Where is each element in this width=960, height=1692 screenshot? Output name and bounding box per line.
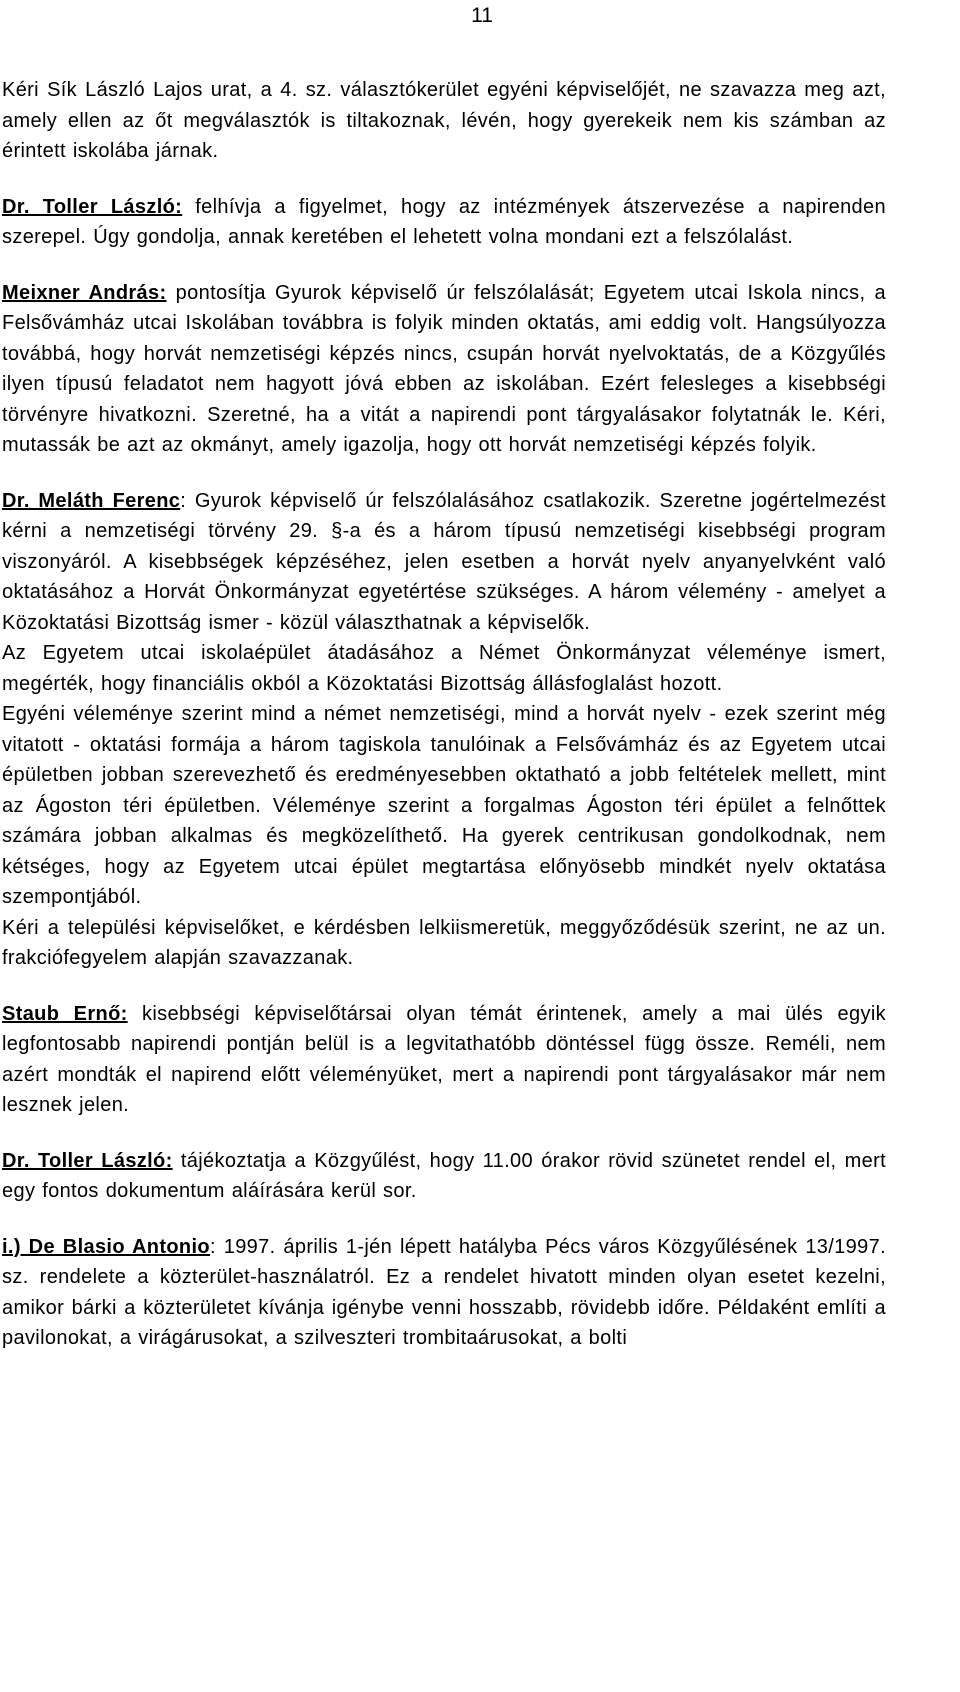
paragraph-text: kisebbségi képviselőtársai olyan témát érintenek, amely a mai ülés egyik legfontosabb napirendi pontján belül is a legvitathatóbb döntéssel függ össze. Reméli, nem azért mondták el napirend előtt véleményüket, mert a napirendi pont tárgyalásakor már nem lesznek jelen. (2, 1002, 886, 1116)
paragraph-text: Gyurok képviselő úr felszólalásához csatlakozik. Szeretne jogértelmezést kérni a nemzetiségi törvény 29. §-a és a három típusú nemzetiségi kisebbségi program viszonyáról. A kisebbségek képzéséhez, jelen esetben a horvát nyelv anyanyelvként való oktatásához a Horvát Önkormányzat egyetértése szükséges. A három vélemény - amelyet a Közoktatási Bizottság ismer - közül választhatnak a képviselők. (2, 489, 886, 634)
speaker-name: Dr. Toller László: (2, 1149, 173, 1172)
speaker-separator: : (209, 1235, 224, 1258)
paragraph-text: 1997. április 1-jén lépett hatályba Pécs város Közgyűlésének 13/1997. sz. rendelete a közterület-használatról. Ez a rendelet hivatott minden olyan esetet kezelni, amikor bárki a közterületet kívánja igénybe venni hosszabb, rövidebb időre. Példaként említi a pavilonokat, a virágárusokat, a szilveszteri trombitaárusokat, a bolti (2, 1235, 886, 1349)
paragraph-text: Kéri Sík László Lajos urat, a 4. sz. választókerület egyéni képviselőjét, ne szavazza meg azt, amely ellen az őt megválasztók is tiltakoznak, lévén, hogy gyerekeik nem kis számban az érintett iskolába járnak. (2, 79, 886, 162)
paragraph-staub (2, 999, 886, 1121)
speaker-name: i.) De Blasio Antonio (2, 1235, 210, 1258)
speaker-name: Meixner András: (2, 281, 167, 304)
speaker-name: Staub Ernő: (2, 1002, 128, 1025)
document-body (2, 75, 886, 1354)
paragraph-melath (2, 486, 886, 639)
paragraph-toller-2 (2, 1146, 886, 1207)
speaker-name: Dr. Meláth Ferenc (2, 489, 181, 512)
speaker-separator (166, 282, 175, 304)
paragraph-text: Az Egyetem utcai iskolaépület átadásához a Német Önkormányzat véleménye ismert, megérték, hogy financiális okból a Közoktatási Bizottság állásfoglalást hozott. (2, 642, 886, 695)
speaker-separator (128, 1003, 142, 1025)
paragraph-text: tájékoztatja a Közgyűlést, hogy 11.00 órakor rövid szünetet rendel el, mert egy fontos dokumentum aláírására kerül sor. (2, 1149, 886, 1202)
paragraph-de-blasio (2, 1232, 886, 1354)
paragraph-meixner (2, 278, 886, 461)
paragraph-egyeni-velemeny (2, 699, 886, 913)
paragraph-keri-kepviselok (2, 913, 886, 974)
page-number: 11 (471, 4, 493, 27)
speaker-separator (182, 196, 195, 218)
paragraph-text: Egyéni véleménye szerint mind a német nemzetiségi, mind a horvát nyelv - ezek szerint még vitatott - oktatási formája a három tagiskola tanulóinak a Felsővámház és az Egyetem utcai épületben jobban szerevezhető és eredményesebben oktatható a jobb feltételek mellett, mint az Ágoston téri épületben. Véleménye szerint a forgalmas Ágoston téri épület a felnőttek számára jobban alkalmas és megközelíthető. Ha gyerek centrikusan gondolkodnak, nem kétséges, hogy az Egyetem utcai épület megtartása előnyösebb mindkét nyelv oktatása szempontjából. (2, 703, 886, 908)
paragraph-text: pontosítja Gyurok képviselő úr felszólalását; Egyetem utcai Iskola nincs, a Felsővámház utcai Iskolában továbbra is folyik minden oktatás, ami eddig volt. Hangsúlyozza továbbá, hogy horvát nemzetiségi képzés nincs, csupán horvát nyelvoktatás, de a Közgyűlés ilyen típusú feladatot nem hagyott jóvá ebben az iskolában. Ezért felesleges a kisebbségi törvényre hivatkozni. Szeretné, ha a vitát a napirendi pont tárgyalásakor folytatnák le. Kéri, mutassák be azt az okmányt, amely igazolja, hogy ott horvát nemzetiségi képzés folyik. (2, 281, 886, 456)
speaker-name: Dr. Toller László: (2, 195, 183, 218)
speaker-separator: : (180, 489, 195, 512)
speaker-separator (173, 1150, 181, 1172)
paragraph-egyetem-utca (2, 638, 886, 699)
paragraph-request-sik (2, 75, 886, 167)
paragraph-text: felhívja a figyelmet, hogy az intézmények átszervezése a napirenden szerepel. Úgy gondolja, annak keretében el lehetett volna mondani ezt a felszólalást. (2, 195, 886, 248)
paragraph-toller-1 (2, 192, 886, 253)
paragraph-text: Kéri a települési képviselőket, e kérdésben lelkiismeretük, meggyőződésük szerint, ne az un. frakciófegyelem alapján szavazzanak. (2, 916, 886, 969)
